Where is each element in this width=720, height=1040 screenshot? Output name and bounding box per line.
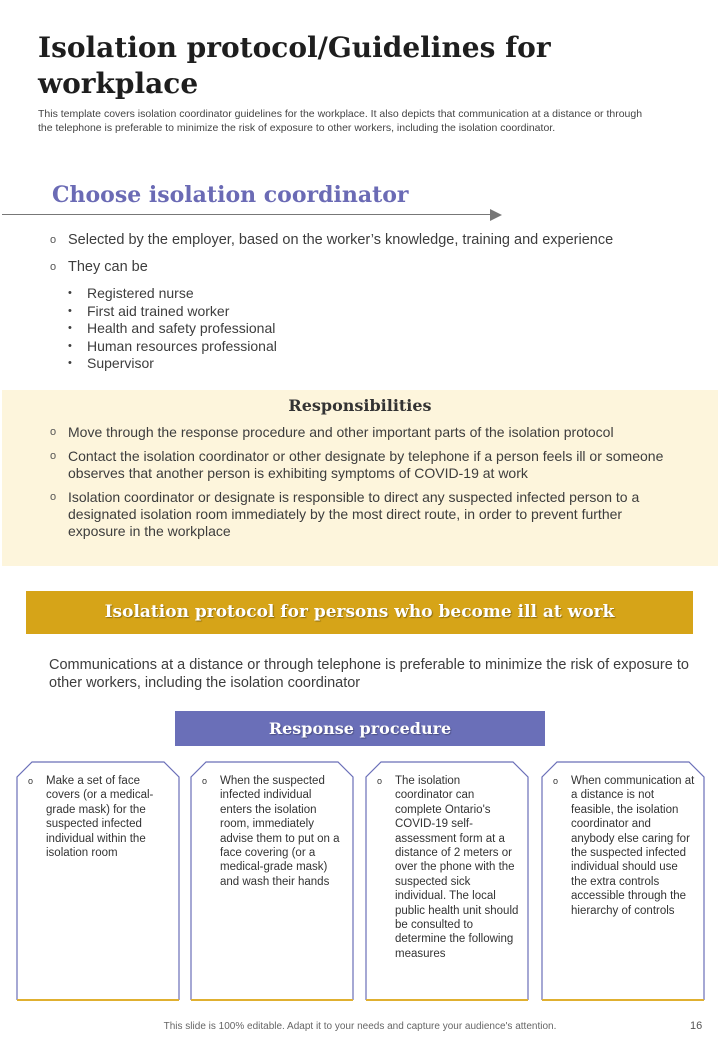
page-title: Isolation protocol/Guidelines for workplace [38, 31, 551, 100]
circle-bullet-icon: o [202, 776, 208, 786]
card-text: The isolation coordinator can complete Ontario's COVID-19 self-assessment form at a distance of 2 meters or over the phone with the suspected sick individual. The local public health unit should be consulted to determine the following measures [395, 775, 519, 960]
circle-bullet-icon: o [50, 450, 57, 462]
procedure-card-2 [190, 761, 354, 1001]
list-item: • Human resources professional [68, 337, 277, 354]
list-item: o Selected by the employer, based on the worker’s knowledge, training and experience [50, 232, 614, 248]
roles-list [68, 285, 277, 373]
list-item: • First aid trained worker [68, 302, 230, 319]
dot-bullet-icon: • [68, 339, 72, 352]
list-item: • Health and safety professional [68, 320, 276, 336]
list-item: • Supervisor [68, 355, 154, 371]
list-item: • Registered nurse [68, 285, 194, 301]
list-item: o They can be [50, 259, 148, 275]
circle-bullet-icon: o [50, 426, 57, 438]
choose-coordinator-heading: Choose isolation coordinator [52, 182, 409, 208]
circle-bullet-icon: o [50, 491, 57, 503]
circle-bullet-icon: o [553, 776, 559, 786]
protocol-banner: Isolation protocol for persons who become ill at work [26, 591, 693, 634]
response-procedure-banner: Response procedure [175, 711, 545, 746]
circle-bullet-icon: o [28, 776, 34, 786]
arrow-right-icon [490, 209, 502, 221]
dot-bullet-icon: • [68, 357, 72, 369]
footer-note: This slide is 100% editable. Adapt it to your needs and capture your audience's attention. [163, 1021, 557, 1032]
procedure-card-3 [365, 761, 529, 1001]
circle-bullet-icon: o [50, 261, 57, 273]
circle-bullet-icon: o [50, 234, 57, 246]
page-number: 16 [690, 1020, 703, 1032]
dot-bullet-icon: • [68, 322, 72, 334]
procedure-card-4 [541, 761, 705, 1001]
card-text: Make a set of face covers (or a medical-grade mask) for the suspected infected individual within the isolation room [46, 775, 154, 860]
arrow-divider [2, 214, 492, 215]
procedure-card-1 [16, 761, 180, 1001]
list-item: o Isolation coordinator or designate is responsible to direct any suspected infected person to a designated isolation room immediately by the most direct route, in order to prevent further exposure in the workplace [50, 489, 640, 539]
communication-text: Communications at a distance or through telephone is preferable to minimize the risk of exposure to other workers, including the isolation coordinator [49, 657, 689, 691]
list-item: o Move through the response procedure and other important parts of the isolation protocol [50, 424, 614, 440]
responsibilities-list [50, 424, 680, 547]
list-item: o Contact the isolation coordinator or other designate by telephone if a person feels ill or someone observes that another person is exhibiting symptoms of COVID-19 at work [50, 448, 664, 481]
page-subtitle: This template covers isolation coordinator guidelines for the workplace. It also depicts that communication at a distance or through the telephone is preferable to minimize the risk of exposure to other workers, including the isolation coordinator. [38, 108, 643, 134]
dot-bullet-icon: • [68, 304, 72, 317]
circle-bullet-icon: o [377, 776, 383, 786]
responsibilities-title: Responsibilities [288, 396, 432, 415]
card-text: When communication at a distance is not feasible, the isolation coordinator and anybody else caring for the suspected infected individual should use the extra controls accessible through the hierarchy of controls [571, 775, 695, 917]
card-text: When the suspected infected individual enters the isolation room, immediately advise them to put on a face covering (or a medical-grade mask) and wash their hands [220, 775, 340, 888]
dot-bullet-icon: • [68, 287, 72, 299]
choose-list [50, 231, 613, 285]
